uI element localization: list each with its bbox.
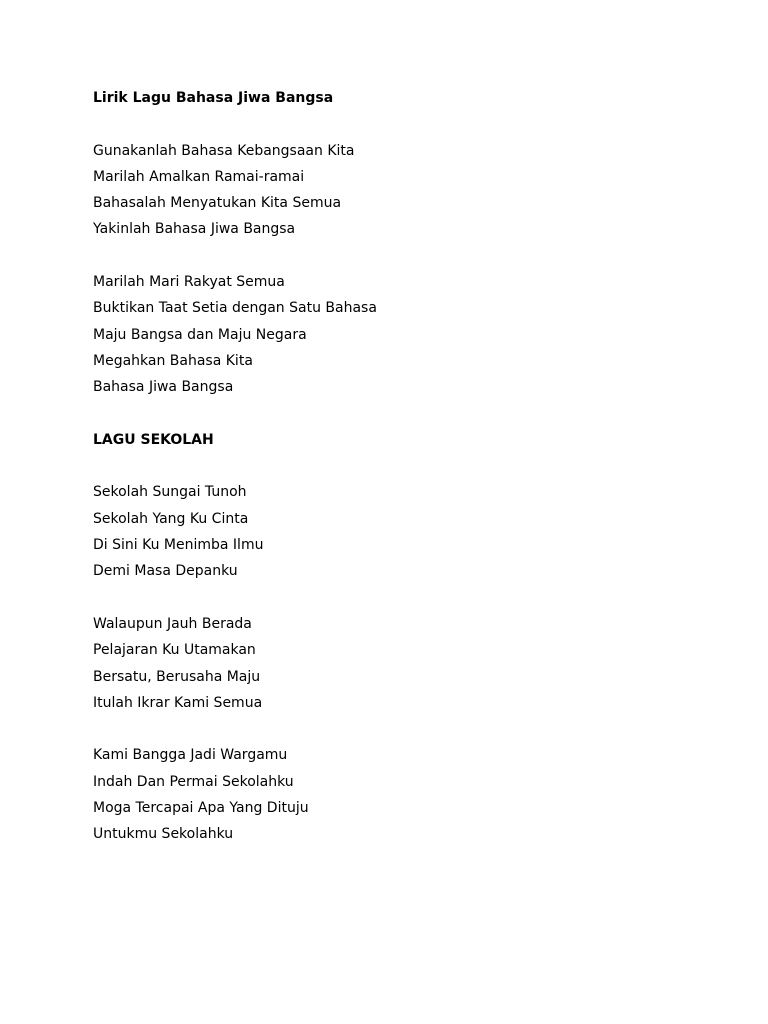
lyric-line: Moga Tercapai Apa Yang Dituju xyxy=(93,800,309,817)
blank-line xyxy=(93,716,693,742)
lyric-line: Indah Dan Permai Sekolahku xyxy=(93,773,294,790)
lyric-line: Itulah Ikrar Kami Semua xyxy=(93,694,263,711)
song1-stanza-2 xyxy=(93,269,693,400)
lyric-line: Yakinlah Bahasa Jiwa Bangsa xyxy=(93,221,296,238)
lyric-line: Bahasalah Menyatukan Kita Semua xyxy=(93,195,342,212)
song2-stanza-3 xyxy=(93,742,693,847)
blank-line xyxy=(93,453,693,479)
lyric-line: Marilah Amalkan Ramai-ramai xyxy=(93,168,305,185)
lyric-line: Untukmu Sekolahku xyxy=(93,826,234,843)
lyric-line: Marilah Mari Rakyat Semua xyxy=(93,274,285,291)
blank-line xyxy=(93,401,693,427)
lyric-line: Sekolah Sungai Tunoh xyxy=(93,484,247,501)
lyric-line: Kami Bangga Jadi Wargamu xyxy=(93,747,288,764)
lyric-line: Maju Bangsa dan Maju Negara xyxy=(93,326,307,343)
document-body xyxy=(93,85,693,848)
blank-line xyxy=(93,585,693,611)
blank-line xyxy=(93,111,693,137)
lyric-line: Walaupun Jauh Berada xyxy=(93,615,252,632)
lyric-line: Bersatu, Berusaha Maju xyxy=(93,668,261,685)
lyric-line: Sekolah Yang Ku Cinta xyxy=(93,510,249,527)
song2-stanza-1 xyxy=(93,479,693,584)
lyric-line: Pelajaran Ku Utamakan xyxy=(93,642,256,659)
lyric-line: Buktikan Taat Setia dengan Satu Bahasa xyxy=(93,300,377,317)
lyric-line: Bahasa Jiwa Bangsa xyxy=(93,379,234,396)
lyric-line: Di Sini Ku Menimba Ilmu xyxy=(93,537,264,554)
song1-stanza-1 xyxy=(93,138,693,243)
blank-line xyxy=(93,243,693,269)
song2-title: LAGU SEKOLAH xyxy=(93,431,214,448)
lyric-line: Megahkan Bahasa Kita xyxy=(93,352,253,369)
song2-stanza-2 xyxy=(93,611,693,716)
lyric-line: Demi Masa Depanku xyxy=(93,563,238,580)
lyric-line: Gunakanlah Bahasa Kebangsaan Kita xyxy=(93,142,355,159)
song1-title: Lirik Lagu Bahasa Jiwa Bangsa xyxy=(93,90,334,106)
